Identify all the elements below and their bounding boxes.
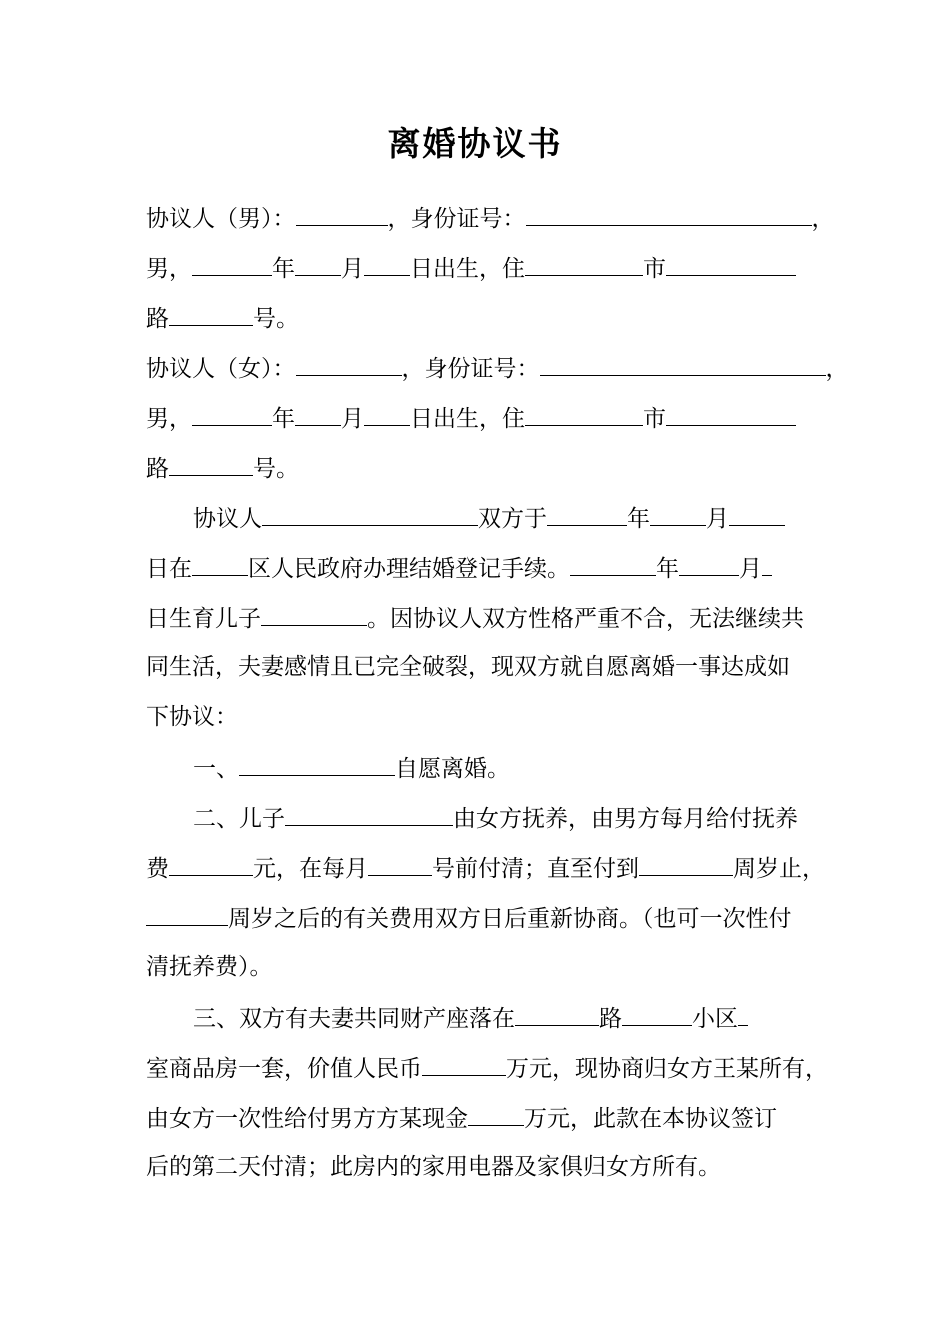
birth-residence-label: 日出生，住: [410, 256, 525, 282]
city-label: 市: [643, 256, 666, 282]
male-address-line: [146, 301, 299, 333]
birth-year-blank: [192, 251, 272, 276]
age-end-text: 周岁止，: [733, 856, 825, 882]
district-blank: [666, 251, 796, 276]
male-birth-line: [146, 251, 796, 283]
property-value-line: [146, 1051, 828, 1083]
fee-text: 费: [146, 856, 169, 882]
male-name-blank: [296, 201, 388, 226]
city-blank: [525, 401, 643, 426]
district-blank: [192, 551, 248, 576]
son-name-blank: [261, 601, 367, 626]
child-birth-year-blank: [570, 551, 656, 576]
id-number-label: ，身份证号：: [387, 206, 526, 232]
year-label: 年: [272, 256, 295, 282]
female-address-line: [146, 451, 299, 483]
comma-text: ，: [825, 356, 849, 382]
negotiation-text: 周岁之后的有关费用双方日后重新协商。（也可一次性付: [228, 906, 792, 932]
year-label: 年: [656, 556, 679, 582]
child-birth-day-blank: [762, 551, 772, 576]
year-label: 年: [272, 406, 295, 432]
registration-text: 区人民政府办理结婚登记手续。: [248, 556, 570, 582]
marriage-year-blank: [547, 501, 627, 526]
support-fee-line: [146, 851, 825, 883]
cash-terms-text: 万元，此款在本协议签订: [524, 1106, 777, 1132]
clause-1-number: 一、: [193, 756, 239, 782]
party-male-line: [146, 201, 835, 233]
month-label: 月: [739, 556, 762, 582]
day-at-text: 日在: [146, 556, 192, 582]
road-number-blank: [169, 301, 253, 326]
clause-2-start: 二、儿子: [193, 806, 285, 832]
birth-month-blank: [295, 401, 341, 426]
son-born-text: 日生育儿子: [146, 606, 261, 632]
road-label: 路: [146, 306, 169, 332]
birth-month-blank: [295, 251, 341, 276]
road-label: 路: [146, 456, 169, 482]
birth-residence-label: 日出生，住: [410, 406, 525, 432]
road-label: 路: [599, 1006, 622, 1032]
age-after-blank: [146, 901, 228, 926]
gender-text: 男，: [146, 256, 192, 282]
community-label: 小区: [692, 1006, 738, 1032]
property-value-text: 室商品房一套，价值人民币: [146, 1056, 422, 1082]
party-female-line: [146, 351, 849, 383]
id-number-label: ，身份证号：: [401, 356, 540, 382]
paragraph-line: [146, 651, 790, 683]
road-number-blank: [169, 451, 253, 476]
number-label: 号。: [253, 456, 299, 482]
paragraph-line: [146, 951, 273, 983]
month-label: 月: [341, 256, 364, 282]
city-label: 市: [643, 406, 666, 432]
property-value-blank: [422, 1051, 506, 1076]
month-label: 月: [341, 406, 364, 432]
child-birth-month-blank: [679, 551, 739, 576]
clause-1-line: [193, 751, 510, 783]
property-road-blank: [515, 1001, 599, 1026]
party-female-label: 协议人（女）：: [146, 356, 296, 382]
cash-payment-text: 由女方一次性给付男方方某现金: [146, 1106, 468, 1132]
parties-label: 协议人: [193, 506, 262, 532]
monthly-text: 元，在每月: [253, 856, 368, 882]
male-id-blank: [526, 201, 812, 226]
payment-day-blank: [368, 851, 432, 876]
cash-amount-blank: [468, 1101, 524, 1126]
support-negotiation-line: [146, 901, 792, 933]
female-birth-line: [146, 401, 796, 433]
registration-line: [146, 551, 772, 583]
support-amount-blank: [169, 851, 253, 876]
property-room-blank: [738, 1001, 748, 1026]
marriage-day-blank: [729, 501, 785, 526]
document-title: 离婚协议书: [387, 124, 563, 163]
divorce-parties-blank: [239, 751, 395, 776]
property-owner-text: 万元，现协商归女方王某所有，: [506, 1056, 828, 1082]
birth-year-blank: [192, 401, 272, 426]
son-name-blank: [285, 801, 453, 826]
paragraph-text: 后的第二天付清；此房内的家用电器及家俱归女方所有。: [146, 1154, 721, 1180]
comma-text: ，: [811, 206, 835, 232]
female-name-blank: [296, 351, 402, 376]
marriage-date-line: [193, 501, 785, 533]
paragraph-line: [146, 1151, 721, 1183]
party-male-label: 协议人（男）：: [146, 206, 296, 232]
both-parties-text: 双方于: [478, 506, 547, 532]
year-label: 年: [627, 506, 650, 532]
marriage-month-blank: [650, 501, 706, 526]
clause-3-line: [193, 1001, 748, 1033]
birth-day-blank: [364, 401, 410, 426]
female-id-blank: [540, 351, 826, 376]
payment-until-text: 号前付清；直至付到: [432, 856, 639, 882]
cash-payment-line: [146, 1101, 777, 1133]
age-limit-blank: [639, 851, 733, 876]
clause-1-text: 自愿离婚。: [395, 756, 510, 782]
district-blank: [666, 401, 796, 426]
paragraph-text: 下协议：: [146, 704, 238, 730]
clause-2-line: [193, 801, 798, 833]
property-community-blank: [622, 1001, 692, 1026]
clause-2-text: 由女方抚养，由男方每月给付抚养: [453, 806, 798, 832]
clause-3-start: 三、双方有夫妻共同财产座落在: [193, 1006, 515, 1032]
paragraph-text: 清抚养费）。: [146, 954, 273, 980]
paragraph-line: [146, 701, 238, 733]
gender-text: 男，: [146, 406, 192, 432]
paragraph-text: 同生活，夫妻感情且已完全破裂，现双方就自愿离婚一事达成如: [146, 654, 790, 680]
reason-text: 。因协议人双方性格严重不合，无法继续共: [367, 606, 804, 632]
city-blank: [525, 251, 643, 276]
child-line: [146, 601, 804, 633]
parties-names-blank: [262, 501, 478, 526]
number-label: 号。: [253, 306, 299, 332]
birth-day-blank: [364, 251, 410, 276]
month-label: 月: [706, 506, 729, 532]
